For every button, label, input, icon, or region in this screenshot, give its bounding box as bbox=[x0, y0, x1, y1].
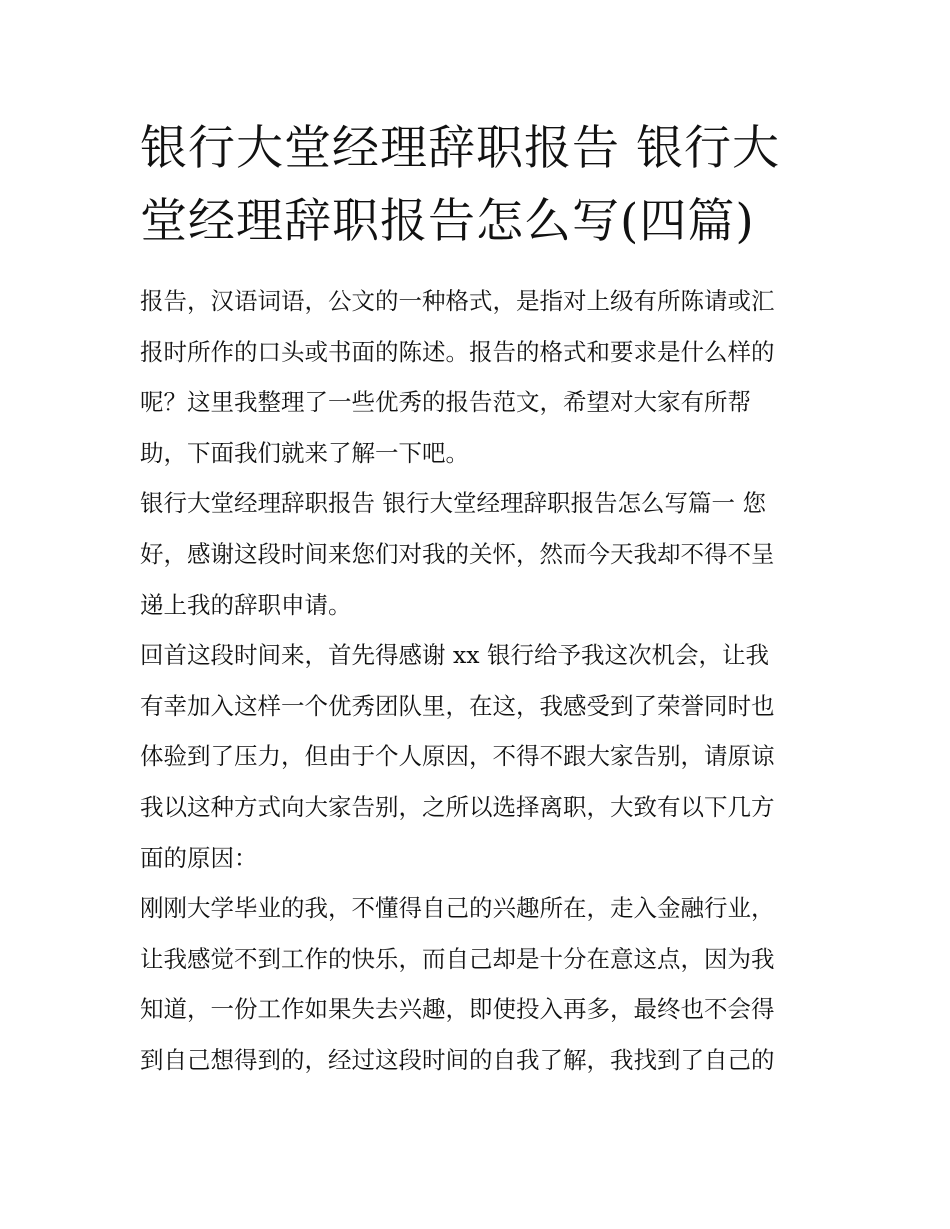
text-line: 银行大堂经理辞职报告 银行大堂经理辞职报告怎么写篇一 您 bbox=[140, 489, 766, 518]
paragraph-greeting bbox=[140, 478, 830, 630]
text-line: 面的原因： bbox=[140, 843, 258, 872]
paragraph-intro bbox=[140, 276, 830, 478]
document-title bbox=[140, 112, 830, 258]
title-line: 银行大堂经理辞职报告 银行大 bbox=[140, 121, 780, 176]
text-line: 体验到了压力，但由于个人原因，不得不跟大家告别，请原谅 bbox=[140, 742, 775, 771]
text-line: 到自己想得到的，经过这段时间的自我了解，我找到了自己的 bbox=[140, 1045, 775, 1074]
text-line: 呢？这里我整理了一些优秀的报告范文，希望对大家有所帮 bbox=[140, 388, 751, 417]
text-line: 递上我的辞职申请。 bbox=[140, 590, 352, 619]
text-line: 回首这段时间来，首先得感谢 xx 银行给予我这次机会，让我 bbox=[140, 641, 769, 670]
text-line: 好，感谢这段时间来您们对我的关怀，然而今天我却不得不呈 bbox=[140, 539, 775, 568]
text-line: 我以这种方式向大家告别，之所以选择离职，大致有以下几方 bbox=[140, 792, 775, 821]
text-line: 刚刚大学毕业的我，不懂得自己的兴趣所在，走入金融行业， bbox=[140, 894, 775, 923]
text-line: 报告，汉语词语，公文的一种格式，是指对上级有所陈请或汇 bbox=[140, 287, 775, 315]
paragraph-reasons bbox=[140, 630, 830, 883]
text-line: 知道，一份工作如果失去兴趣，即使投入再多，最终也不会得 bbox=[140, 995, 775, 1024]
text-line: 助，下面我们就来了解一下吧。 bbox=[140, 438, 469, 467]
text-line: 报时所作的口头或书面的陈述。报告的格式和要求是什么样的 bbox=[140, 337, 775, 366]
title-line: 堂经理辞职报告怎么写(四篇) bbox=[140, 194, 755, 249]
text-line: 有幸加入这样一个优秀团队里，在这，我感受到了荣誉同时也 bbox=[140, 691, 775, 720]
text-line: 让我感觉不到工作的快乐，而自己却是十分在意这点，因为我 bbox=[140, 944, 775, 973]
document-body bbox=[140, 276, 830, 1086]
paragraph-interest bbox=[140, 883, 830, 1085]
